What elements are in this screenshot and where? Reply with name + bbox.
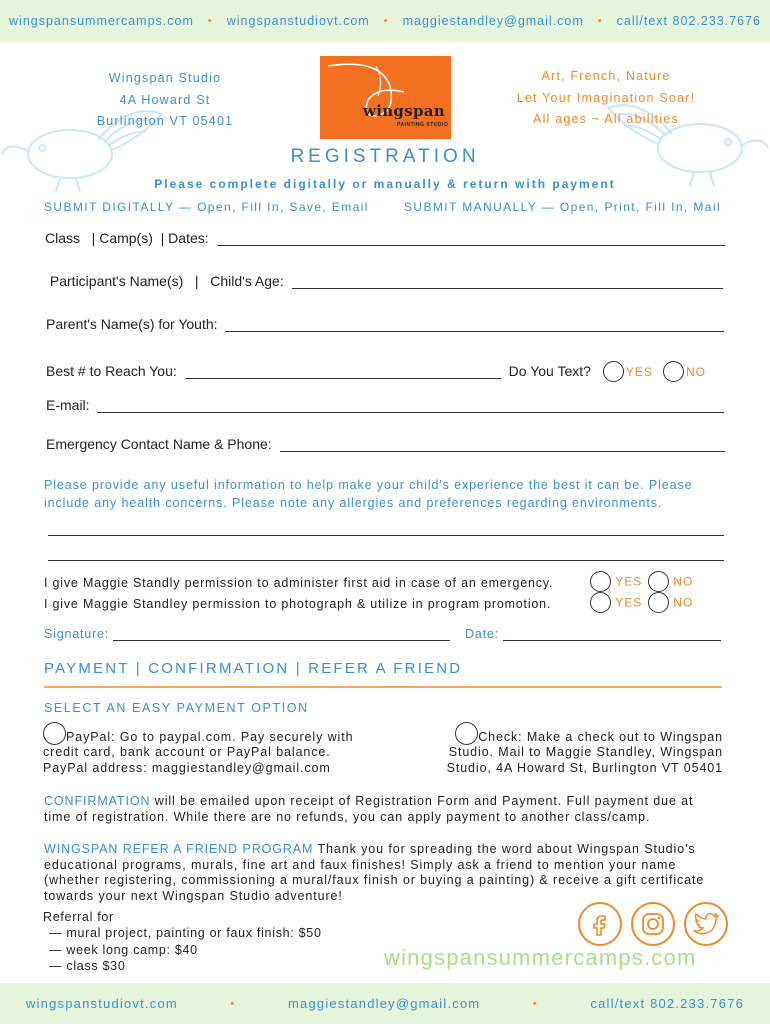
date-field[interactable] — [503, 627, 721, 641]
text-yes-label: YES — [625, 364, 653, 379]
bottom-email-link[interactable]: maggiestandley@gmail.com — [288, 996, 481, 1011]
tagline-line3: All ages ~ All abilities — [533, 112, 679, 126]
first-aid-no-label: NO — [673, 574, 694, 589]
referral-list — [43, 909, 322, 974]
top-phone: call/text 802.233.7676 — [616, 14, 761, 28]
submit-digital-note: SUBMIT DIGITALLY — Open, Fill In, Save, Email — [44, 200, 369, 214]
list-item: — mural project, painting or faux finish: $50 — [49, 926, 322, 941]
photo-no-radio[interactable] — [648, 592, 669, 613]
separator-dot: • — [532, 997, 538, 1010]
signature-field[interactable] — [113, 627, 450, 641]
first-aid-yes-radio[interactable] — [590, 571, 611, 592]
list-item: — week long camp: $40 — [49, 942, 198, 957]
parent-label: Parent's Name(s) for Youth: — [46, 316, 222, 332]
bottom-phone: call/text 802.233.7676 — [590, 996, 744, 1011]
facebook-icon[interactable] — [578, 902, 622, 946]
studio-address — [70, 68, 260, 133]
top-studio-site-link[interactable]: wingspanstudiovt.com — [226, 14, 370, 28]
check-line1: Check: Make a check out to Wingspan — [478, 729, 723, 744]
text-question: Do You Text? — [508, 363, 591, 379]
confirmation-label: CONFIRMATION — [44, 794, 151, 808]
studio-city: Burlington VT 05401 — [96, 114, 234, 128]
footer-site-link[interactable]: wingspansummercamps.com — [384, 945, 697, 970]
tagline — [506, 66, 706, 131]
refer-label: WINGSPAN REFER A FRIEND PROGRAM — [44, 842, 314, 856]
info-instructions: Please provide any useful information to help make your child's experience the best it can be. Please include any health concerns. Please note any allergies and preferences regarding environments. — [44, 478, 693, 510]
class-label: Class | Camp(s) | Dates: — [45, 230, 213, 246]
class-field[interactable] — [217, 232, 725, 246]
check-option — [392, 722, 723, 776]
phone-row — [46, 358, 726, 379]
list-item: — class $30 — [49, 958, 126, 973]
class-row — [45, 230, 725, 246]
parent-field[interactable] — [225, 318, 724, 332]
info-field-line-2[interactable] — [48, 560, 724, 561]
check-radio[interactable] — [455, 722, 478, 745]
bottom-contact-bar — [0, 983, 770, 1024]
paypal-line3: PayPal address: maggiestandley@gmail.com — [43, 760, 331, 775]
page-title: REGISTRATION — [290, 146, 480, 167]
top-site-link[interactable]: wingspansummercamps.com — [9, 14, 194, 28]
photo-text: I give Maggie Standley permission to photograph & utilize in program promotion. — [44, 597, 552, 611]
parent-row — [46, 316, 724, 332]
text-no-label: NO — [685, 364, 706, 379]
submit-manual-note: SUBMIT MANUALLY — Open, Print, Fill In, Mail — [404, 200, 722, 214]
date-label: Date: — [465, 627, 499, 641]
text-no-radio[interactable] — [663, 361, 684, 382]
first-aid-text: I give Maggie Standly permission to administer first aid in case of an emergency. — [44, 576, 554, 590]
text-yes-radio[interactable] — [603, 361, 624, 382]
bottom-studio-site-link[interactable]: wingspanstudiovt.com — [26, 996, 178, 1011]
separator-dot: • — [597, 15, 603, 27]
email-label: E-mail: — [46, 397, 94, 413]
top-email-link[interactable]: maggiestandley@gmail.com — [402, 14, 584, 28]
logo-word: wingspan — [363, 102, 445, 120]
email-row — [46, 397, 724, 413]
separator-dot: • — [383, 15, 389, 27]
top-contact-bar — [0, 0, 770, 42]
logo-subtitle: PAINTING STUDIO — [397, 122, 449, 128]
refer-paragraph — [44, 842, 724, 904]
tagline-line2: Let Your Imagination Soar! — [516, 90, 696, 105]
paypal-radio[interactable] — [43, 722, 66, 745]
page-subtitle: Please complete digitally or manually & return with payment — [154, 177, 616, 191]
emergency-label: Emergency Contact Name & Phone: — [46, 436, 276, 452]
paypal-line1: PayPal: Go to paypal.com. Pay securely with — [66, 729, 354, 744]
studio-name: Wingspan Studio — [108, 71, 222, 85]
emergency-field[interactable] — [280, 438, 725, 452]
payment-heading: PAYMENT | CONFIRMATION | REFER A FRIEND — [44, 660, 463, 677]
check-line2: Studio. Mail to Maggie Standley, Wingspan — [448, 745, 723, 759]
photo-yes-radio[interactable] — [590, 592, 611, 613]
select-payment-heading: SELECT AN EASY PAYMENT OPTION — [44, 701, 309, 715]
participant-row — [46, 273, 723, 289]
participant-field[interactable] — [292, 275, 723, 289]
referral-title: Referral for — [43, 910, 114, 924]
phone-label: Best # to Reach You: — [46, 363, 181, 379]
check-line3: Studio, 4A Howard St, Burlington VT 05401 — [446, 760, 723, 775]
email-field[interactable] — [97, 399, 724, 413]
emergency-row — [46, 436, 725, 452]
info-field-line-1[interactable] — [48, 535, 724, 536]
first-aid-yes-label: YES — [615, 574, 643, 589]
signature-label: Signature: — [44, 627, 109, 641]
phone-field[interactable] — [185, 365, 501, 379]
participant-label: Participant's Name(s) | Child's Age: — [46, 273, 288, 289]
paypal-line2: credit card, bank account or PayPal balance. — [43, 745, 331, 759]
separator-dot: • — [207, 15, 213, 27]
payment-divider — [44, 686, 722, 688]
instagram-icon[interactable] — [631, 902, 675, 946]
photo-no-label: NO — [673, 595, 694, 610]
refer-text: Thank you for spreading the word about Wingspan Studio's educational programs, murals, fine art and faux finishes! Simply ask a friend to mention your name (whether registering, commissioning a mural/faux finish or buying a painting) & receive a gift certificate towards your next Wingspan Studio adventure! — [44, 842, 705, 903]
confirmation-text: will be emailed upon receipt of Registration Form and Payment. Full payment due at time of registration. While there are no refunds, you can apply payment to another class/camp. — [44, 794, 694, 824]
studio-street: 4A Howard St — [119, 92, 211, 107]
paypal-option — [43, 722, 373, 776]
first-aid-no-radio[interactable] — [648, 571, 669, 592]
twitter-icon[interactable] — [684, 902, 728, 946]
tagline-line1: Art, French, Nature — [541, 69, 671, 83]
photo-yes-label: YES — [615, 595, 643, 610]
wingspan-logo — [320, 56, 451, 139]
confirmation-paragraph — [44, 794, 724, 825]
separator-dot: • — [230, 997, 236, 1010]
